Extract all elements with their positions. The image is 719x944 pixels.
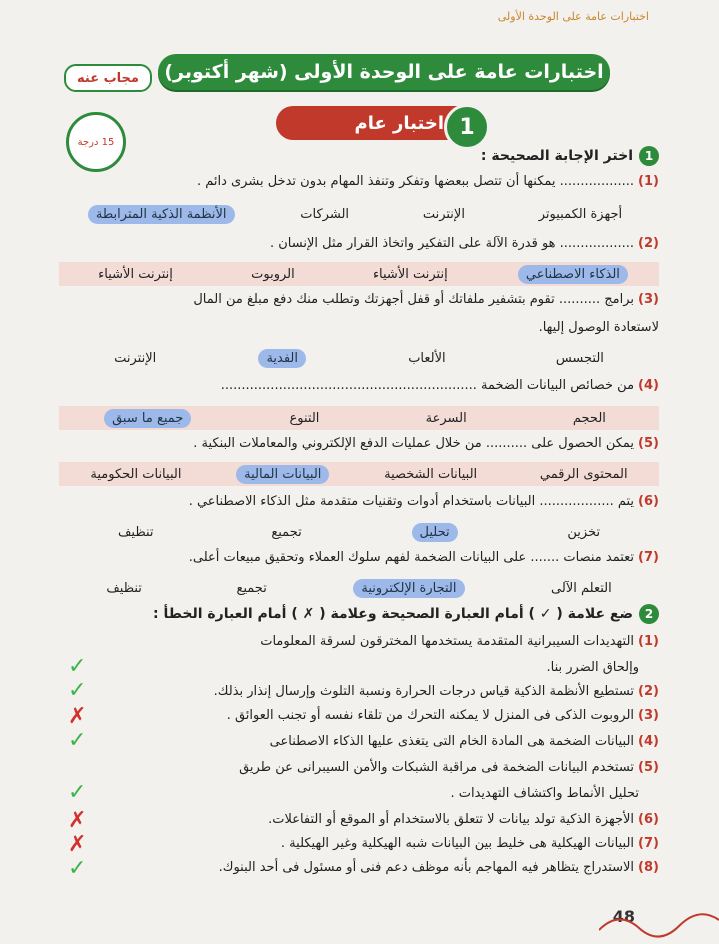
cross-icon: ✗ (68, 832, 87, 857)
statement-text: البيانات الضخمة هى المادة الخام التى يتغذى عليها الذكاء الاصطناعى (269, 734, 635, 749)
section1-heading-text: اختر الإجابة الصحيحة : (480, 148, 633, 164)
running-header: اختبارات عامة على الوحدة الأولى (497, 10, 649, 23)
section1-heading (481, 146, 659, 166)
option[interactable]: إنترنت الأشياء (372, 266, 448, 282)
option[interactable]: الألعاب (408, 350, 446, 366)
options-6 (59, 520, 659, 544)
question-text: يمكن الحصول على .......... من خلال عمليات الدفع الإلكتروني والمعاملات البنكية . (193, 436, 635, 451)
question-6 (59, 494, 659, 509)
option[interactable]: تجميع (271, 524, 302, 540)
option[interactable]: أجهزة الكمبيوتر (538, 206, 623, 222)
option[interactable]: البيانات الحكومية (90, 466, 182, 482)
option[interactable]: الإنترنت (114, 350, 157, 366)
option[interactable]: البيانات الشخصية (384, 466, 478, 482)
page-wave-decoration (599, 900, 719, 940)
question-3 (59, 292, 659, 307)
option-selected[interactable]: الفدية (258, 349, 306, 368)
option[interactable]: تجميع (236, 580, 267, 596)
option-selected[interactable]: الذكاء الاصطناعي (518, 265, 628, 284)
cross-icon: ✗ (68, 704, 87, 729)
option[interactable]: تخزين (567, 524, 601, 540)
option-selected[interactable]: التجارة الإلكترونية (353, 579, 464, 598)
question-text: يتم .................. البيانات باستخدام أدوات وتقنيات متقدمة مثل الذكاء الاصطناعي . (188, 494, 635, 509)
option[interactable]: الروبوت (251, 266, 295, 282)
page-title: اختبارات عامة على الوحدة الأولى (شهر أكتوبر) (158, 54, 610, 90)
section2-number: 2 (639, 604, 659, 624)
section1-number: 1 (639, 146, 659, 166)
statement-4 (59, 734, 659, 749)
statement-8 (59, 860, 659, 875)
question-number: (3) (638, 292, 659, 307)
statement-text: التهديدات السيبرانية المتقدمة يستخدمها المخترقون لسرقة المعلومات (260, 634, 635, 649)
statement-1 (59, 634, 659, 649)
option[interactable]: التنوع (289, 410, 320, 426)
options-2 (59, 262, 659, 286)
option[interactable]: التعلم الآلى (551, 580, 612, 596)
option[interactable]: الشركات (300, 206, 350, 222)
check-icon: ✓ (68, 654, 87, 679)
statement-1-cont: وإلحاق الضرر بنا. (546, 660, 639, 675)
statement-text: الاستدراج يتظاهر فيه المهاجم بأنه موظف دعم فنى أو مسئول فى أحد البنوك. (218, 860, 635, 875)
statement-2 (59, 684, 659, 699)
question-3-cont: لاستعادة الوصول إليها. (538, 320, 659, 335)
statement-number: (6) (638, 812, 659, 827)
statement-text: البيانات الهيكلية هى خليط بين البيانات شبه الهيكلية وغير الهيكلية . (280, 836, 635, 851)
section2-heading-text: ضع علامة ( ✓ ) أمام العبارة الصحيحة وعلامة ( ✗ ) أمام العبارة الخطأ : (152, 606, 633, 622)
question-number: (7) (638, 550, 659, 565)
question-number: (5) (638, 436, 659, 451)
option-selected[interactable]: تحليل (412, 523, 458, 542)
question-text: .................. هو قدرة الآلة على التفكير واتخاذ القرار مثل الإنسان . (269, 236, 635, 251)
cross-icon: ✗ (68, 808, 87, 833)
question-text: من خصائص البيانات الضخمة .............................................................. (220, 378, 635, 393)
statement-number: (8) (638, 860, 659, 875)
statement-text: الأجهزة الذكية تولد بيانات لا تتعلق بالاستخدام أو الموقع أو التفاعلات. (268, 812, 635, 827)
statement-text: تستخدم البيانات الضخمة فى مراقبة الشبكات والأمن السيبرانى عن طريق (239, 760, 635, 775)
check-icon: ✓ (68, 780, 87, 805)
section2-heading (153, 604, 659, 624)
statement-text: تستطيع الأنظمة الذكية قياس درجات الحرارة ونسبة التلوث وإرسال إنذار بذلك. (213, 684, 635, 699)
statement-6 (59, 812, 659, 827)
option[interactable]: التجسس (555, 350, 604, 366)
question-text: برامج .......... تقوم بتشفير ملفاتك أو قفل أجهزتك وتطلب منك دفع مبلغ من المال (193, 292, 635, 307)
option[interactable]: الحجم (572, 410, 606, 426)
question-number: (6) (638, 494, 659, 509)
option[interactable]: المحتوى الرقمي (539, 466, 628, 482)
statement-number: (2) (638, 684, 659, 699)
statement-7 (59, 836, 659, 851)
statement-5-cont: تحليل الأنماط واكتشاف التهديدات . (450, 786, 639, 801)
question-text: تعتمد منصات ....... على البيانات الضخمة لفهم سلوك العملاء وتحقيق مبيعات أعلى. (188, 550, 635, 565)
options-4 (59, 406, 659, 430)
question-number: (1) (638, 174, 659, 189)
statement-5 (59, 760, 659, 775)
check-icon: ✓ (68, 728, 87, 753)
option[interactable]: إنترنت الأشياء (98, 266, 173, 282)
options-1 (59, 202, 659, 226)
question-7 (59, 550, 659, 565)
option[interactable]: تنظيف (117, 524, 154, 540)
question-4 (59, 378, 659, 393)
statement-number: (1) (638, 634, 659, 649)
statement-number: (5) (638, 760, 659, 775)
exam-number: 1 (444, 104, 490, 150)
statement-number: (7) (638, 836, 659, 851)
score-badge: 15 درجة (66, 112, 126, 172)
option-selected[interactable]: جميع ما سبق (104, 409, 191, 428)
options-3 (59, 346, 659, 370)
statement-number: (3) (638, 708, 659, 723)
options-7 (59, 576, 659, 600)
statement-number: (4) (638, 734, 659, 749)
exam-label-text: اختبار عام (354, 112, 444, 134)
option[interactable]: تنظيف (106, 580, 142, 596)
option-selected[interactable]: الأنظمة الذكية المترابطة (88, 205, 235, 224)
option[interactable]: الإنترنت (422, 206, 465, 222)
check-icon: ✓ (68, 856, 87, 881)
question-number: (2) (638, 236, 659, 251)
statement-3 (59, 708, 659, 723)
question-2 (59, 236, 659, 251)
question-number: (4) (638, 378, 659, 393)
question-5 (59, 436, 659, 451)
option[interactable]: السرعة (425, 410, 467, 426)
option-selected[interactable]: البيانات المالية (236, 465, 329, 484)
options-5 (59, 462, 659, 486)
question-1 (59, 174, 659, 189)
check-icon: ✓ (68, 678, 87, 703)
answered-badge: مجاب عنه (64, 64, 152, 92)
page-number: 48 (612, 907, 635, 926)
question-text: .................. يمكنها أن تتصل ببعضها وتفكر وتنفذ المهام بدون تدخل بشرى دائم . (196, 174, 635, 189)
statement-text: الروبوت الذكى فى المنزل لا يمكنه التحرك من تلقاء نفسه أو تجنب العوائق . (226, 708, 635, 723)
